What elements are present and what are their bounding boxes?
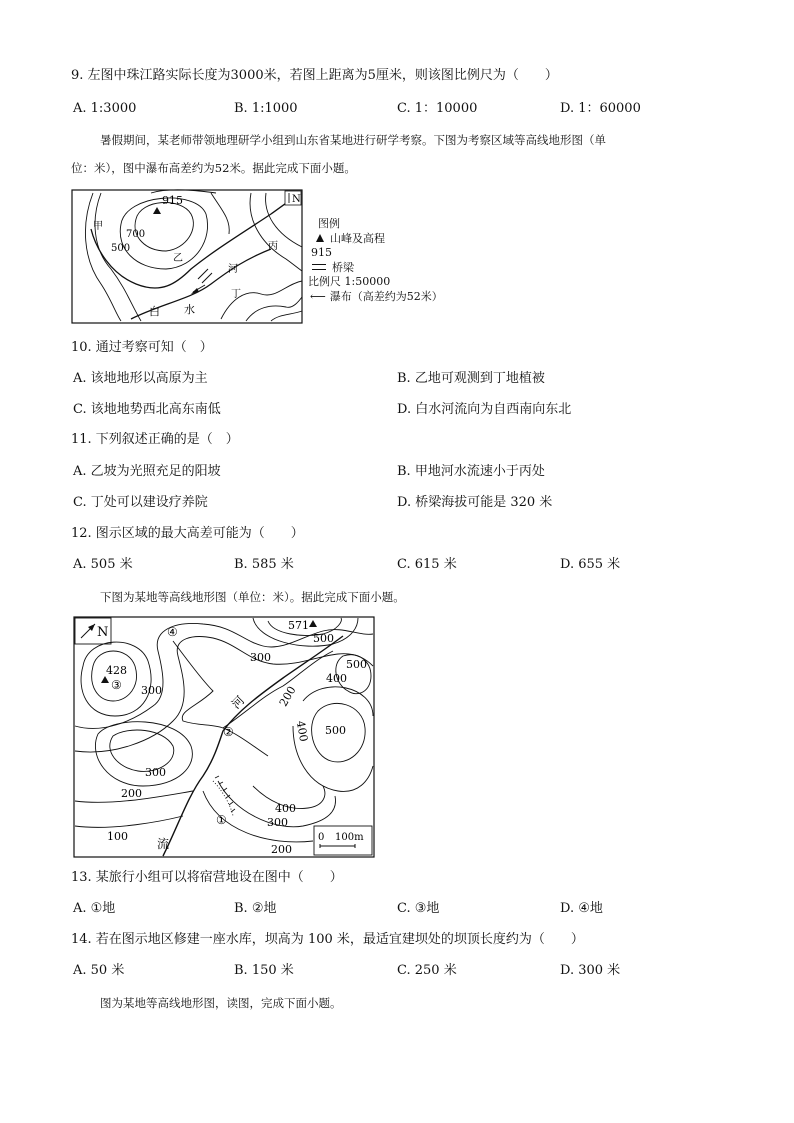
q13-option-b: B. ②地 [234, 901, 277, 916]
map1-legend [308, 217, 443, 304]
q10-stem: 10. 通过考察可知（ ） [71, 340, 213, 355]
map2-scale-zero: 0 [318, 832, 325, 843]
intro1-line2: 位：米），图中瀑布高差约为52米。据此完成下面小题。 [71, 161, 356, 175]
map2-north: N [97, 625, 109, 640]
q14-option-c: C. 250 米 [397, 963, 457, 978]
map2-peak-571: 571 [288, 619, 309, 632]
q12-option-d: D. 655 米 [560, 557, 621, 572]
q9-option-c: C. 1：10000 [397, 101, 478, 116]
map1-label-bing: 丙 [268, 241, 278, 252]
map1-label-jia: 甲 [93, 221, 103, 232]
q11-option-c: C. 丁处可以建设疗养院 [73, 495, 208, 510]
intro1-line1: 暑假期间，某老师带领地理研学小组到山东省某地进行研学考察。下图为考察区域等高线地形图（单 [100, 133, 606, 147]
map2-contour-label: 500 [346, 658, 367, 671]
q10-option-d: D. 白水河流向为自西南向东北 [397, 402, 572, 417]
map2-marker-4: ④ [167, 625, 178, 639]
intro3-line1: 图为某地等高线地形图，读图，完成下面小题。 [100, 996, 342, 1010]
q14-option-d: D. 300 米 [560, 963, 621, 978]
q13-option-a: A. ①地 [73, 901, 116, 916]
map1-label-ding: 丁 [231, 289, 241, 300]
q11-option-d: D. 桥梁海拔可能是 320 米 [397, 495, 553, 510]
q10-option-a: A. 该地地形以高原为主 [73, 371, 208, 386]
q12-option-b: B. 585 米 [234, 557, 294, 572]
map2-contour-label: 300 [145, 766, 166, 779]
contour-map-2 [73, 616, 375, 858]
q12-option-c: C. 615 米 [397, 557, 457, 572]
map2-contour-label: 400 [293, 719, 311, 743]
q12-stem: 12. 图示区域的最大高差可能为（ ） [71, 526, 304, 541]
legend-waterfall-icon: ⟵ [310, 289, 326, 303]
intro2-line1: 下图为某地等高线地形图（单位：米）。据此完成下面小题。 [100, 590, 405, 604]
map1-contour-700: 700 [126, 229, 146, 240]
legend-peak-icon [316, 234, 324, 242]
map2-peak-428: 428 [106, 664, 127, 677]
legend-scale: 比例尺 1:50000 [308, 275, 391, 288]
q13-option-c: C. ③地 [397, 901, 440, 916]
map2-marker-3: ③ [111, 678, 122, 692]
map2-contour-label: 200 [271, 843, 292, 856]
map2-contour-label: 300 [267, 816, 288, 829]
map2-contour-label: 500 [313, 632, 334, 645]
map2-scale-length: 100m [335, 832, 364, 843]
map2-contour-label: 400 [275, 802, 296, 815]
map1-label-he: 河 [228, 264, 238, 275]
map2-contour-label: 200 [276, 684, 299, 709]
q12-option-a: A. 505 米 [73, 557, 133, 572]
map2-contour-label: 400 [326, 672, 347, 685]
map2-contour-label: 200 [121, 787, 142, 800]
q13-stem: 13. 某旅行小组可以将宿营地设在图中（ ） [71, 870, 343, 885]
q11-stem: 11. 下列叙述正确的是（ ） [71, 432, 239, 447]
map1-label-bai: 白 [149, 305, 160, 318]
q14-stem: 14. 若在图示地区修建一座水库，坝高为 100 米，最适宜建坝处的坝顶长度约为（ ） [71, 932, 584, 947]
map2-contour-label: 500 [325, 724, 346, 737]
q14-option-a: A. 50 米 [73, 963, 125, 978]
legend-bridge-icon [312, 264, 326, 270]
legend-peak-label: 山峰及高程 [330, 231, 385, 245]
q10-option-b: B. 乙地可观测到丁地植被 [397, 371, 545, 386]
map1-peak-value: 915 [162, 194, 183, 207]
q9-option-d: D. 1：60000 [560, 101, 641, 116]
q11-option-a: A. 乙坡为光照充足的阳坡 [73, 464, 221, 479]
map1-label-shui: 水 [184, 303, 195, 316]
q9-stem: 9. 左图中珠江路实际长度为3000米，若图上距离为5厘米，则该图比例尺为（ ） [71, 68, 558, 83]
legend-waterfall-label: 瀑布（高差约为52米） [329, 289, 443, 303]
map1-label-yi: 乙 [173, 253, 183, 264]
map2-contour-label: 300 [141, 684, 162, 697]
legend-title: 图例 [318, 217, 340, 230]
map2-marker-2: ② [223, 725, 234, 739]
map2-contour-label: 300 [250, 651, 271, 664]
q9-option-b: B. 1:1000 [234, 101, 298, 116]
legend-bridge-label: 桥梁 [332, 260, 354, 274]
map1-north: N [292, 194, 301, 205]
legend-peak-value: 915 [311, 246, 332, 259]
map2-river-label-he: 河 [228, 693, 248, 712]
contour-map-1 [71, 189, 303, 324]
map1-contour-500: 500 [111, 243, 131, 254]
q10-option-c: C. 该地地势西北高东南低 [73, 402, 221, 417]
q14-option-b: B. 150 米 [234, 963, 294, 978]
map2-contour-label: 100 [107, 830, 128, 843]
q13-option-d: D. ④地 [560, 901, 603, 916]
q9-option-a: A. 1:3000 [73, 101, 137, 116]
map2-river-label-liu: 流 [157, 837, 170, 851]
q11-option-b: B. 甲地河水流速小于丙处 [397, 464, 545, 479]
map2-marker-1: ① [216, 813, 227, 827]
